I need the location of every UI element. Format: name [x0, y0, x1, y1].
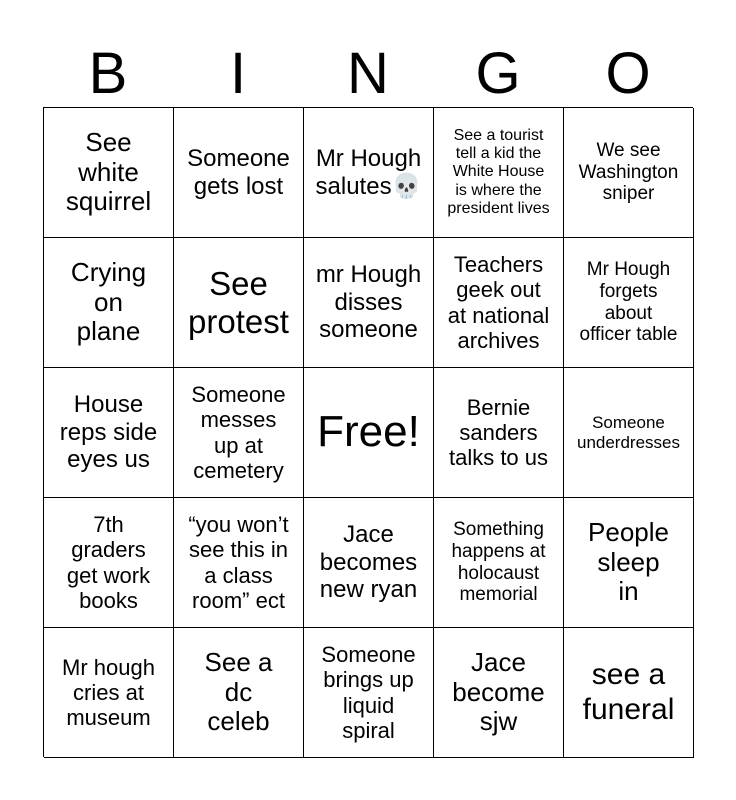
cell-text: 7th graders get work books — [66, 511, 151, 613]
cell-text: Someone gets lost — [187, 144, 290, 200]
cell-text: Mr hough cries at museum — [62, 654, 155, 731]
bingo-cell-r4c3[interactable] — [304, 498, 434, 628]
bingo-cell-free[interactable] — [304, 368, 434, 498]
bingo-cell-r4c2[interactable] — [174, 498, 304, 628]
free-space-label: Free! — [317, 407, 420, 457]
cell-text: Something happens at holocaust memorial — [451, 518, 546, 606]
cell-text: Bernie sanders talks to us — [448, 394, 549, 471]
bingo-cell-r1c3[interactable] — [304, 108, 434, 238]
header-letter-n: N — [347, 41, 389, 106]
cell-text: Someone messes up at cemetery — [191, 381, 286, 483]
bingo-cell-r1c5[interactable] — [564, 108, 694, 238]
header-letter-g: G — [475, 41, 521, 106]
cell-text: We see Washington sniper — [578, 139, 679, 205]
cell-text: “you won’t see this in a class room” ect — [188, 511, 289, 613]
bingo-cell-r3c5[interactable] — [564, 368, 694, 498]
cell-text: mr Hough disses someone — [315, 261, 422, 344]
bingo-cell-r1c4[interactable] — [434, 108, 564, 238]
bingo-cell-r2c5[interactable] — [564, 238, 694, 368]
cell-text: Jace becomes new ryan — [319, 521, 418, 604]
cell-text: House reps side eyes us — [59, 391, 158, 474]
bingo-cell-r1c1[interactable] — [44, 108, 174, 238]
header-letter-b: B — [88, 41, 128, 106]
cell-text: See white squirrel — [65, 126, 152, 217]
cell-text: People sleep in — [588, 516, 669, 607]
bingo-cell-r4c4[interactable] — [434, 498, 564, 628]
cell-text: Teachers geek out at national archives — [447, 251, 550, 353]
cell-text: Mr Hough salutes💀 — [315, 144, 422, 200]
bingo-cell-r4c5[interactable] — [564, 498, 694, 628]
bingo-cell-r2c3[interactable] — [304, 238, 434, 368]
bingo-cell-r2c1[interactable] — [44, 238, 174, 368]
bingo-cell-r2c2[interactable] — [174, 238, 304, 368]
bingo-cell-r3c2[interactable] — [174, 368, 304, 498]
header-letter-o: O — [605, 41, 651, 106]
bingo-cell-r5c3[interactable] — [304, 628, 434, 758]
bingo-cell-r1c2[interactable] — [174, 108, 304, 238]
cell-text: see a funeral — [582, 658, 675, 726]
cell-text: See a dc celeb — [204, 646, 273, 737]
header-letter-i: I — [229, 41, 247, 106]
cell-text: Mr Hough forgets about officer table — [579, 258, 678, 346]
bingo-cell-r2c4[interactable] — [434, 238, 564, 368]
cell-text: Jace become sjw — [452, 646, 545, 737]
cell-text: See protest — [188, 264, 289, 340]
bingo-board — [43, 107, 693, 757]
bingo-cell-r5c4[interactable] — [434, 628, 564, 758]
cell-text: Someone brings up liquid spiral — [321, 641, 416, 743]
bingo-header — [43, 40, 693, 108]
bingo-cell-r4c1[interactable] — [44, 498, 174, 628]
bingo-cell-r5c5[interactable] — [564, 628, 694, 758]
bingo-cell-r3c1[interactable] — [44, 368, 174, 498]
cell-text: Crying on plane — [70, 256, 147, 347]
bingo-cell-r5c2[interactable] — [174, 628, 304, 758]
cell-text: Someone underdresses — [576, 412, 680, 452]
bingo-cell-r3c4[interactable] — [434, 368, 564, 498]
bingo-cell-r5c1[interactable] — [44, 628, 174, 758]
cell-text: See a tourist tell a kid the White House is where the president lives — [447, 126, 550, 218]
